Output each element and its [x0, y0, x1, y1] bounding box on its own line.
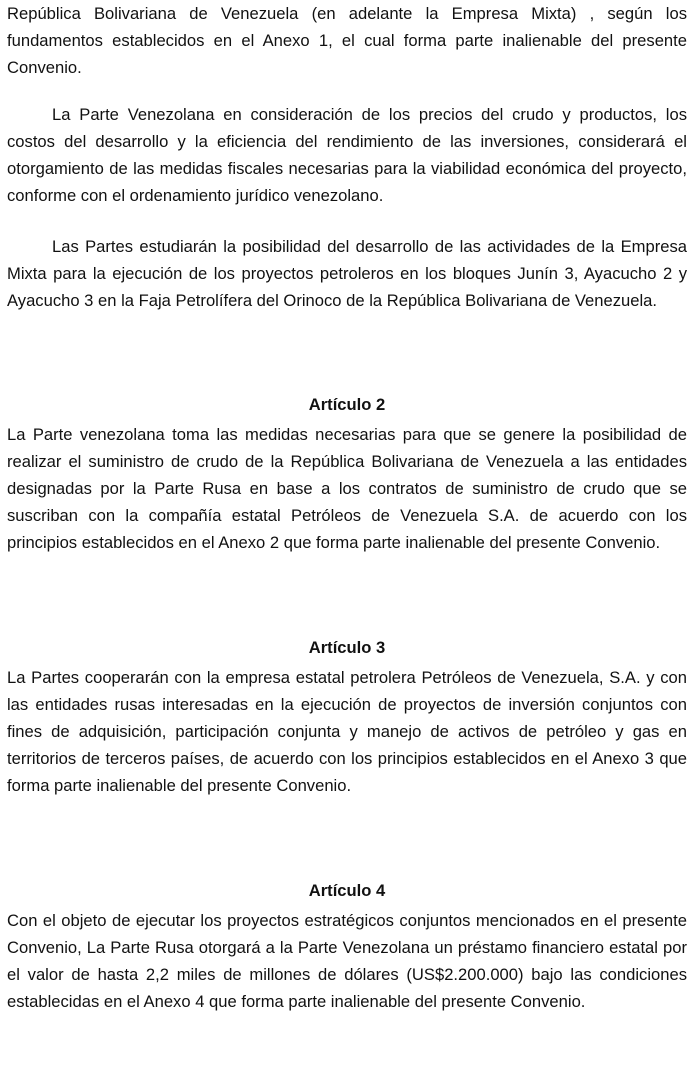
fiscal-measures-paragraph: La Parte Venezolana en consideración de los precios del crudo y productos, los costos del desarrollo y la eficiencia del rendimiento de las inversiones, considerará el otorgamiento de las medidas fiscales necesarias para la viabilidad económica del proyecto, conforme con el ordenamiento jurídico venezolano.: [7, 105, 687, 205]
article-2-heading: Artículo 2: [308, 395, 386, 414]
article-3-text: La Partes cooperarán con la empresa estatal petrolera Petróleos de Venezuela, S.A. y con las entidades rusas interesadas en la ejecución de proyectos de inversión conjuntos con fines de adquisición, participación conjunta y manejo de activos de petróleo y gas en territorios de terceros países, de acuerdo con los principios establecidos en el Anexo 3 que forma parte inalienable del presente Convenio.: [7, 668, 687, 795]
article-4-text: Con el objeto de ejecutar los proyectos estratégicos conjuntos mencionados en el presente Convenio, La Parte Rusa otorgará a la Parte Venezolana un préstamo financiero estatal por el valor de hasta 2,2 miles de millones de dólares (US$2.200.000) bajo las condiciones establecidas en el Anexo 4 que forma parte inalienable del presente Convenio.: [7, 911, 687, 1011]
article-2-text: La Parte venezolana toma las medidas necesarias para que se genere la posibilidad de realizar el suministro de crudo de la República Bolivariana de Venezuela a las entidades designadas por la Parte Rusa en base a los contratos de suministro de crudo que se suscriban con la compañía estatal Petróleos de Venezuela S.A. de acuerdo con los principios establecidos en el Anexo 2 que forma parte inalienable del presente Convenio.: [7, 425, 687, 552]
article-3-heading: Artículo 3: [308, 638, 386, 657]
oil-blocks-paragraph: Las Partes estudiarán la posibilidad del desarrollo de las actividades de la Empresa Mixta para la ejecución de los proyectos petroleros en los bloques Junín 3, Ayacucho 2 y Ayacucho 3 en la Faja Petrolífera del Orinoco de la República Bolivariana de Venezuela.: [7, 237, 687, 310]
article-4-heading: Artículo 4: [308, 881, 386, 900]
intro-paragraph: República Bolivariana de Venezuela (en adelante la Empresa Mixta) , según los fundamentos establecidos en el Anexo 1, el cual forma parte inalienable del presente Convenio.: [7, 4, 687, 77]
